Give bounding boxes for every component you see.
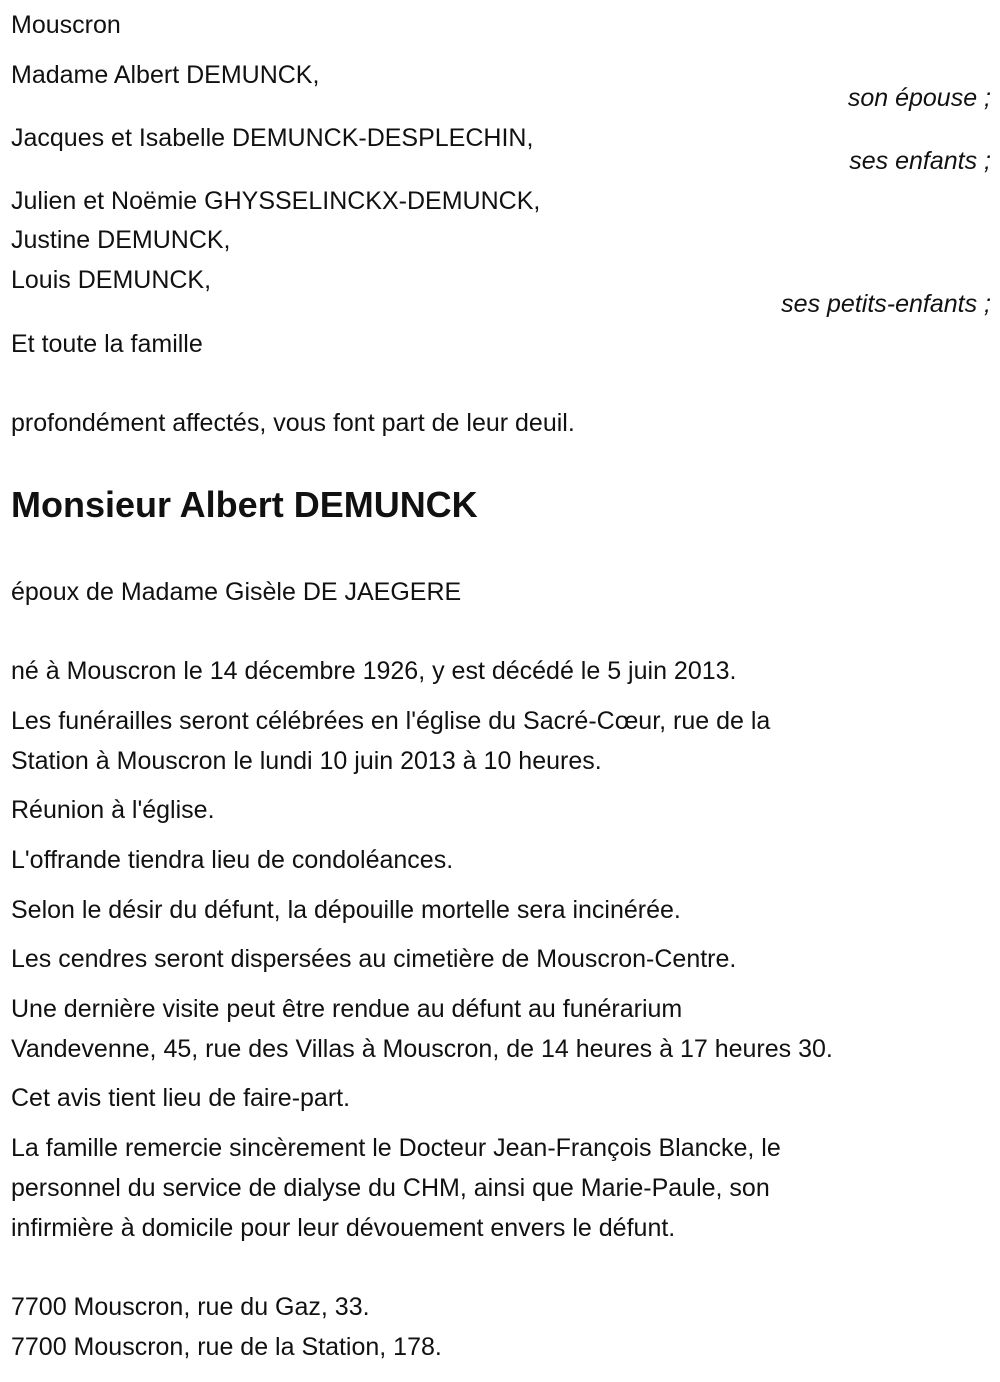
paragraph: Les cendres seront dispersées au cimetière de Mouscron-Centre. [11, 945, 737, 973]
paragraph: infirmière à domicile pour leur dévouement envers le défunt. [11, 1214, 676, 1242]
city: Mouscron [11, 11, 121, 39]
paragraph: Selon le désir du défunt, la dépouille mortelle sera incinérée. [11, 896, 681, 924]
family-relation: ses enfants ; [849, 147, 991, 175]
family-relation: ses petits-enfants ; [781, 290, 991, 318]
paragraph: Station à Mouscron le lundi 10 juin 2013 à 10 heures. [11, 747, 602, 775]
rest-family: Et toute la famille [11, 330, 203, 358]
paragraph: Cet avis tient lieu de faire-part. [11, 1084, 351, 1112]
paragraph: Vandevenne, 45, rue des Villas à Mouscron, de 14 heures à 17 heures 30. [11, 1035, 833, 1063]
paragraph: La famille remercie sincèrement le Docteur Jean-François Blancke, le [11, 1134, 781, 1162]
family-name: Justine DEMUNCK, [11, 226, 231, 254]
paragraph: Réunion à l'église. [11, 796, 215, 824]
paragraph: L'offrande tiendra lieu de condoléances. [11, 846, 454, 874]
paragraph: né à Mouscron le 14 décembre 1926, y est décédé le 5 juin 2013. [11, 657, 737, 685]
family-name: Jacques et Isabelle DEMUNCK-DESPLECHIN, [11, 124, 534, 152]
family-name: Madame Albert DEMUNCK, [11, 61, 320, 89]
paragraph: Une dernière visite peut être rendue au défunt au funérarium [11, 995, 683, 1023]
announcement: profondément affectés, vous font part de leur deuil. [11, 409, 575, 437]
paragraph: Les funérailles seront célébrées en l'église du Sacré-Cœur, rue de la [11, 707, 771, 735]
family-name: Julien et Noëmie GHYSSELINCKX-DEMUNCK, [11, 187, 541, 215]
spouse-line: époux de Madame Gisèle DE JAEGERE [11, 578, 462, 606]
address: 7700 Mouscron, rue de la Station, 178. [11, 1333, 442, 1361]
family-relation: son épouse ; [847, 84, 991, 112]
paragraph: personnel du service de dialyse du CHM, ainsi que Marie-Paule, son [11, 1174, 770, 1202]
family-name: Louis DEMUNCK, [11, 266, 212, 294]
address: 7700 Mouscron, rue du Gaz, 33. [11, 1293, 370, 1321]
deceased-name: Monsieur Albert DEMUNCK [11, 484, 478, 525]
